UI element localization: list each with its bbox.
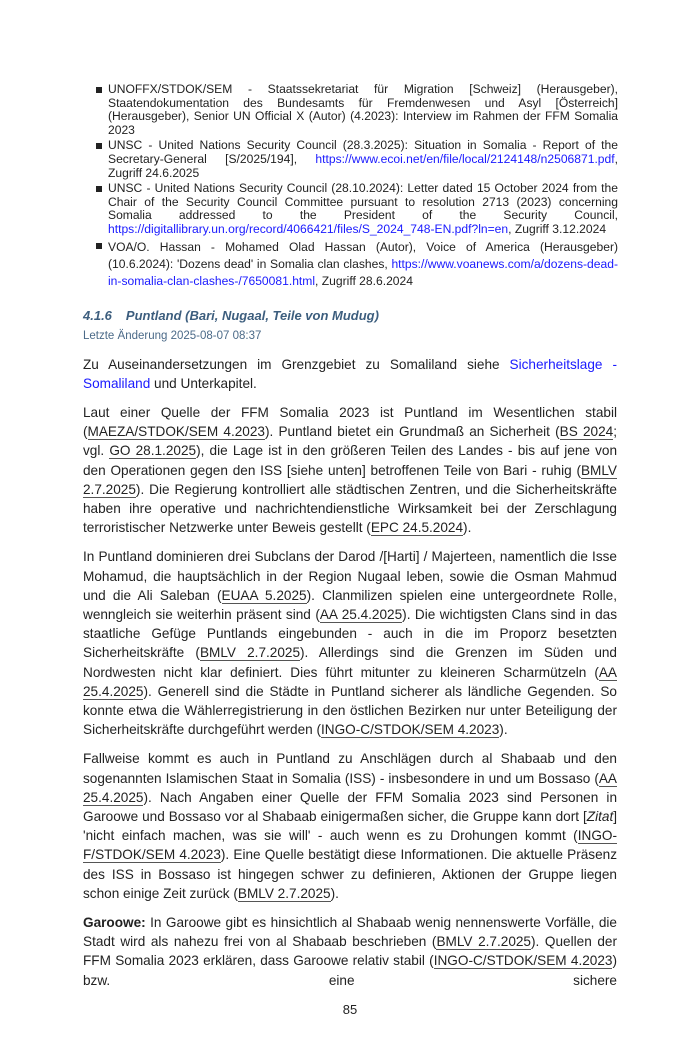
text: ). Die Regierung kontrolliert alle städtischen Zentren, und die Sicherheitskräfte haben ihre operative und nachrichtendienstliche Wirksamkeit bei der Zerschlagung terroristischer Netzwerke unter Beweis gestellt ( [83,481,617,536]
citation-link[interactable]: MAEZA/STDOK/SEM 4.2023 [87,424,265,440]
text: und Unterkapitel. [150,375,257,391]
paragraph [83,913,617,990]
citation-link[interactable]: INGO-F/STDOK/SEM 4.2023 [83,828,617,863]
citation-link[interactable]: AA 25.4.2025 [319,606,403,622]
body-text [83,355,617,990]
reference-item [95,239,618,290]
square-bullet-icon [96,87,102,93]
text: UNSC - United Nations Security Council (28.10.2024): Letter dated 15 October 2024 from the Chair of the Security Council Committee pursuant to resolution 2713 (2023) concerning Somalia addressed to the President of the Security Council, [108,181,618,223]
text: ). Clanmilizen spielen eine untergeordnete Rolle, wenngleich sie weiterhin präsent sind ( [83,587,618,622]
citation-link[interactable]: EPC 24.5.2024 [370,520,464,536]
reference-item [95,182,618,236]
text: ). Nach Angaben einer Quelle der FFM Somalia 2023 sind Personen in Garoowe und Bossaso vor al Shabaab einigermaßen sicher, die Gruppe kann dort [ [83,789,617,824]
text: ), die Lage ist in den größeren Teilen des Landes - bis auf jene von den Operationen gegen den ISS [siehe unten] betroffenen Teile von Bari - ruhig ( [83,443,618,478]
citation-link[interactable]: AA 25.4.2025 [83,664,617,699]
citation-link[interactable]: GO 28.1.2025 [109,443,197,459]
text: ). [499,722,508,738]
link[interactable]: https://www.ecoi.net/en/file/local/2124148/n2506871.pdf [315,151,615,166]
section-number: 4.1.6 [83,307,112,323]
text: UNOFFX/STDOK/SEM - Staatssekretariat für Migration [Schweiz] (Herausgeber), Staatendokumentation des Bundesamts für Fremdenwesen und Asyl [Österreich] (Herausgeber), Senior UN Official X (Autor) (4.2023): Interview im Rahmen der FFM Somalia 2023 [108,82,618,137]
text: ). Puntland bietet ein Grundmaß an Sicherheit ( [264,424,560,440]
text: In Garoowe gibt es hinsichtlich al Shabaab wenig nennenswerte Vorfälle, die Stadt wird als nahezu frei von al Shabaab beschrieben ( [83,915,617,950]
reference-item [95,83,618,137]
text: ; vgl. [83,424,617,459]
text: VOA/O. Hassan - Mohamed Olad Hassan (Autor), Voice of America (Herausgeber) (10.6.2024): 'Dozens dead' in Somalia clan clashes, [108,239,618,271]
link[interactable]: Sicherheitslage - Somaliland [83,356,617,391]
section-title: Puntland (Bari, Nugaal, Teile von Mudug) [125,307,379,323]
last-changed: Letzte Änderung 2025-08-07 08:37 [83,329,262,342]
text: ). [330,885,339,901]
paragraph [83,355,617,393]
citation-link[interactable]: INGO-C/STDOK/SEM 4.2023 [433,953,613,969]
text: ). Generell sind die Städte in Puntland sicherer als ländliche Gegenden. So konnte etwa die Wählerregistrierung in den östlichen Bezirken nur unter Beteiligung der Sicherheitskräfte durchgeführt werden ( [83,683,617,738]
page-number: 85 [342,1001,358,1017]
paragraph [83,403,617,537]
text: ). [463,520,472,536]
text: ). Quellen der FFM Somalia 2023 erklären, dass Garoowe relativ stabil ( [83,934,618,969]
text: , Zugriff 3.12.2024 [508,221,607,236]
square-bullet-icon [96,243,102,249]
text: , Zugriff 28.6.2024 [315,273,413,288]
text: ] 'nicht einfach machen, was sie will' - auch wenn es zu Drohungen kommt ( [83,809,617,844]
reference-list [95,83,618,290]
link[interactable]: https://www.voanews.com/a/dozens-dead-in-somalia-clan-clashes-/7650081.html [108,256,618,288]
citation-link[interactable]: BMLV 2.7.2025 [237,885,331,901]
citation-link[interactable]: AA 25.4.2025 [83,770,617,805]
text: Laut einer Quelle der FFM Somalia 2023 ist Puntland im Wesentlichen stabil ( [83,404,617,440]
citation-link[interactable]: BS 2024 [559,424,614,440]
text: ). Allerdings sind die Grenzen im Süden und Nordwesten nicht klar definiert. Dies führt mitunter zu kleineren Scharmützeln ( [83,645,617,680]
text: ) bzw. eine sichere [83,953,618,988]
citation-link[interactable]: INGO-C/STDOK/SEM 4.2023 [321,722,500,738]
section-heading [83,308,617,324]
square-bullet-icon [96,143,102,149]
text: Fallweise kommt es auch in Puntland zu Anschlägen durch al Shabaab und den sogenannten Islamischen Staat in Somalia (ISS) - insbesondere in und um Bossaso ( [83,751,617,786]
paragraph [83,749,617,903]
citation-link[interactable]: BMLV 2.7.2025 [83,462,617,497]
reference-item [95,139,618,180]
citation-link[interactable]: EUAA 5.2025 [221,587,307,603]
square-bullet-icon [96,186,102,192]
link[interactable]: https://digitallibrary.un.org/record/4066421/files/S_2024_748-EN.pdf?ln=en [108,221,509,236]
paragraph [83,547,617,739]
text: In Puntland dominieren drei Subclans der Darod /[Harti] / Majerteen, namentlich die Isse Mohamud, die hauptsächlich in der Region Nugaal leben, sowie die Osman Mahmud und die Ali Saleban ( [83,549,617,603]
citation-link[interactable]: BMLV 2.7.2025 [199,645,301,661]
text: ). Die wichtigsten Clans sind in das staatliche Gefüge Puntlands eingebunden - auch in die im Proporz besetzten Sicherheitskräfte ( [83,606,618,661]
bold-label: Garoowe: [83,915,146,931]
text: UNSC - United Nations Security Council (28.3.2025): Situation in Somalia - Report of the Secretary-General [S/2025/194], [108,138,618,166]
text: ). Eine Quelle bestätigt diese Informationen. Die aktuelle Präsenz des ISS in Bossaso ist hingegen schwer zu definieren, Aktionen der Gruppe liegen schon einige Zeit zurück ( [83,847,617,901]
text: Zu Auseinandersetzungen im Grenzgebiet zu Somaliland siehe [83,356,510,372]
citation-link[interactable]: BMLV 2.7.2025 [436,934,531,950]
italic-text: Zitat [586,809,614,824]
text: , Zugriff 24.6.2025 [108,151,618,180]
